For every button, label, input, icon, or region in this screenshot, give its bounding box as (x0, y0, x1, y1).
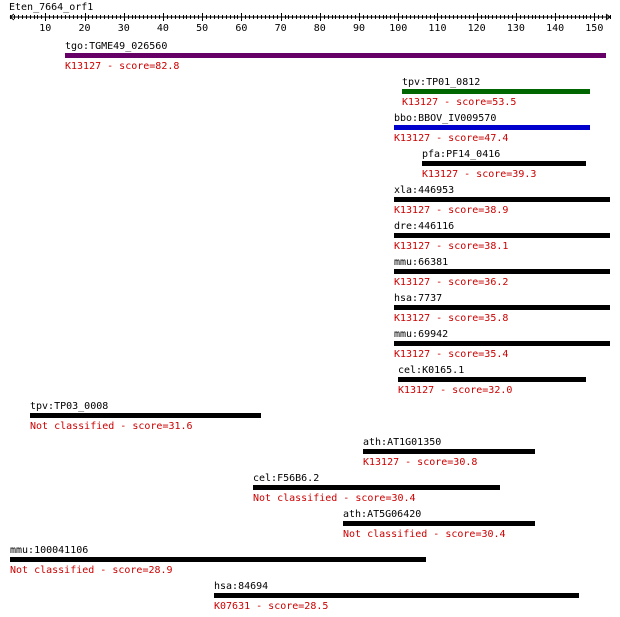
hit-bar[interactable] (363, 449, 535, 454)
hit-name[interactable]: ath:AT1G01350 (363, 437, 442, 448)
axis-tick-label: 140 (546, 23, 565, 34)
hit-score-label[interactable]: Not classified - score=28.9 (10, 565, 173, 576)
hit-row[interactable] (214, 581, 579, 612)
axis-tick-label: 150 (585, 23, 604, 34)
hit-row[interactable] (65, 41, 606, 72)
position-axis (10, 13, 611, 34)
hit-name[interactable]: mmu:66381 (394, 257, 449, 268)
hit-row[interactable] (394, 257, 610, 288)
hit-score-label[interactable]: Not classified - score=31.6 (30, 421, 193, 432)
hit-bar[interactable] (10, 557, 426, 562)
hit-bar[interactable] (394, 197, 610, 202)
hit-name[interactable]: hsa:7737 (394, 293, 443, 304)
hit-score-label[interactable]: K13127 - score=30.8 (363, 457, 478, 468)
hit-name[interactable]: cel:F56B6.2 (253, 473, 320, 484)
hit-score-label[interactable]: K13127 - score=35.4 (394, 349, 509, 360)
hit-score-label[interactable]: K13127 - score=82.8 (65, 61, 180, 72)
hit-score-label[interactable]: K13127 - score=32.0 (398, 385, 513, 396)
hit-bar[interactable] (65, 53, 606, 58)
hit-row[interactable] (394, 113, 590, 144)
hit-row[interactable] (402, 77, 590, 108)
hit-bar[interactable] (394, 125, 590, 130)
hit-name[interactable]: dre:446116 (394, 221, 455, 232)
hit-bar[interactable] (402, 89, 590, 94)
hit-bar[interactable] (343, 521, 535, 526)
hit-name[interactable]: pfa:PF14_0416 (422, 149, 501, 160)
hit-row[interactable] (10, 545, 426, 576)
axis-tick-label: 40 (156, 23, 169, 34)
axis-tick-label: 90 (352, 23, 366, 34)
hit-name[interactable]: hsa:84694 (214, 581, 269, 592)
hit-list (10, 41, 610, 612)
hit-bar[interactable] (253, 485, 500, 490)
hit-name[interactable]: mmu:69942 (394, 329, 449, 340)
hit-bar[interactable] (422, 161, 586, 166)
axis-tick-label: 110 (428, 23, 447, 34)
hit-score-label[interactable]: K13127 - score=38.1 (394, 241, 509, 252)
hit-name[interactable]: tpv:TP03_0008 (30, 401, 109, 412)
axis-tick-label: 100 (389, 23, 408, 34)
hit-bar[interactable] (30, 413, 261, 418)
hit-bar[interactable] (394, 341, 610, 346)
hit-score-label[interactable]: K13127 - score=39.3 (422, 169, 537, 180)
hit-score-label[interactable]: K07631 - score=28.5 (214, 601, 329, 612)
query-title: Eten_7664_orf1 (9, 2, 94, 13)
hit-row[interactable] (422, 149, 586, 180)
hit-row[interactable] (253, 473, 500, 504)
hit-bar[interactable] (394, 269, 610, 274)
hit-row[interactable] (394, 185, 610, 216)
axis-tick-label: 70 (274, 23, 287, 34)
axis-tick-label: 30 (117, 23, 130, 34)
hit-bar[interactable] (398, 377, 586, 382)
hit-row[interactable] (394, 329, 610, 360)
hit-row[interactable] (363, 437, 535, 468)
axis-tick-label: 50 (196, 23, 209, 34)
axis-tick-label: 60 (235, 23, 248, 34)
hit-name[interactable]: tgo:TGME49_026560 (65, 41, 168, 52)
hit-name[interactable]: cel:K0165.1 (398, 365, 465, 376)
hit-score-label[interactable]: K13127 - score=36.2 (394, 277, 509, 288)
axis-tick-label: 10 (39, 23, 52, 34)
hit-row[interactable] (343, 509, 535, 540)
hit-name[interactable]: ath:AT5G06420 (343, 509, 422, 520)
axis-tick-label: 80 (313, 23, 326, 34)
hit-score-label[interactable]: Not classified - score=30.4 (343, 529, 506, 540)
hit-name[interactable]: bbo:BBOV_IV009570 (394, 113, 497, 124)
hit-row[interactable] (30, 401, 261, 432)
hit-score-label[interactable]: K13127 - score=38.9 (394, 205, 509, 216)
hit-row[interactable] (394, 293, 610, 324)
hit-row[interactable] (398, 365, 586, 396)
hit-name[interactable]: mmu:100041106 (10, 545, 89, 556)
hit-bar[interactable] (394, 305, 610, 310)
axis-tick-label: 130 (506, 23, 525, 34)
hit-row[interactable] (394, 221, 610, 252)
hit-score-label[interactable]: K13127 - score=35.8 (394, 313, 509, 324)
hit-bar[interactable] (214, 593, 579, 598)
axis-tick-label: 20 (78, 23, 91, 34)
hit-name[interactable]: tpv:TP01_0812 (402, 77, 481, 88)
hit-score-label[interactable]: K13127 - score=47.4 (394, 133, 509, 144)
hit-score-label[interactable]: Not classified - score=30.4 (253, 493, 416, 504)
hit-bar[interactable] (394, 233, 610, 238)
hit-name[interactable]: xla:446953 (394, 185, 455, 196)
axis-tick-label: 120 (467, 23, 486, 34)
hit-score-label[interactable]: K13127 - score=53.5 (402, 97, 517, 108)
